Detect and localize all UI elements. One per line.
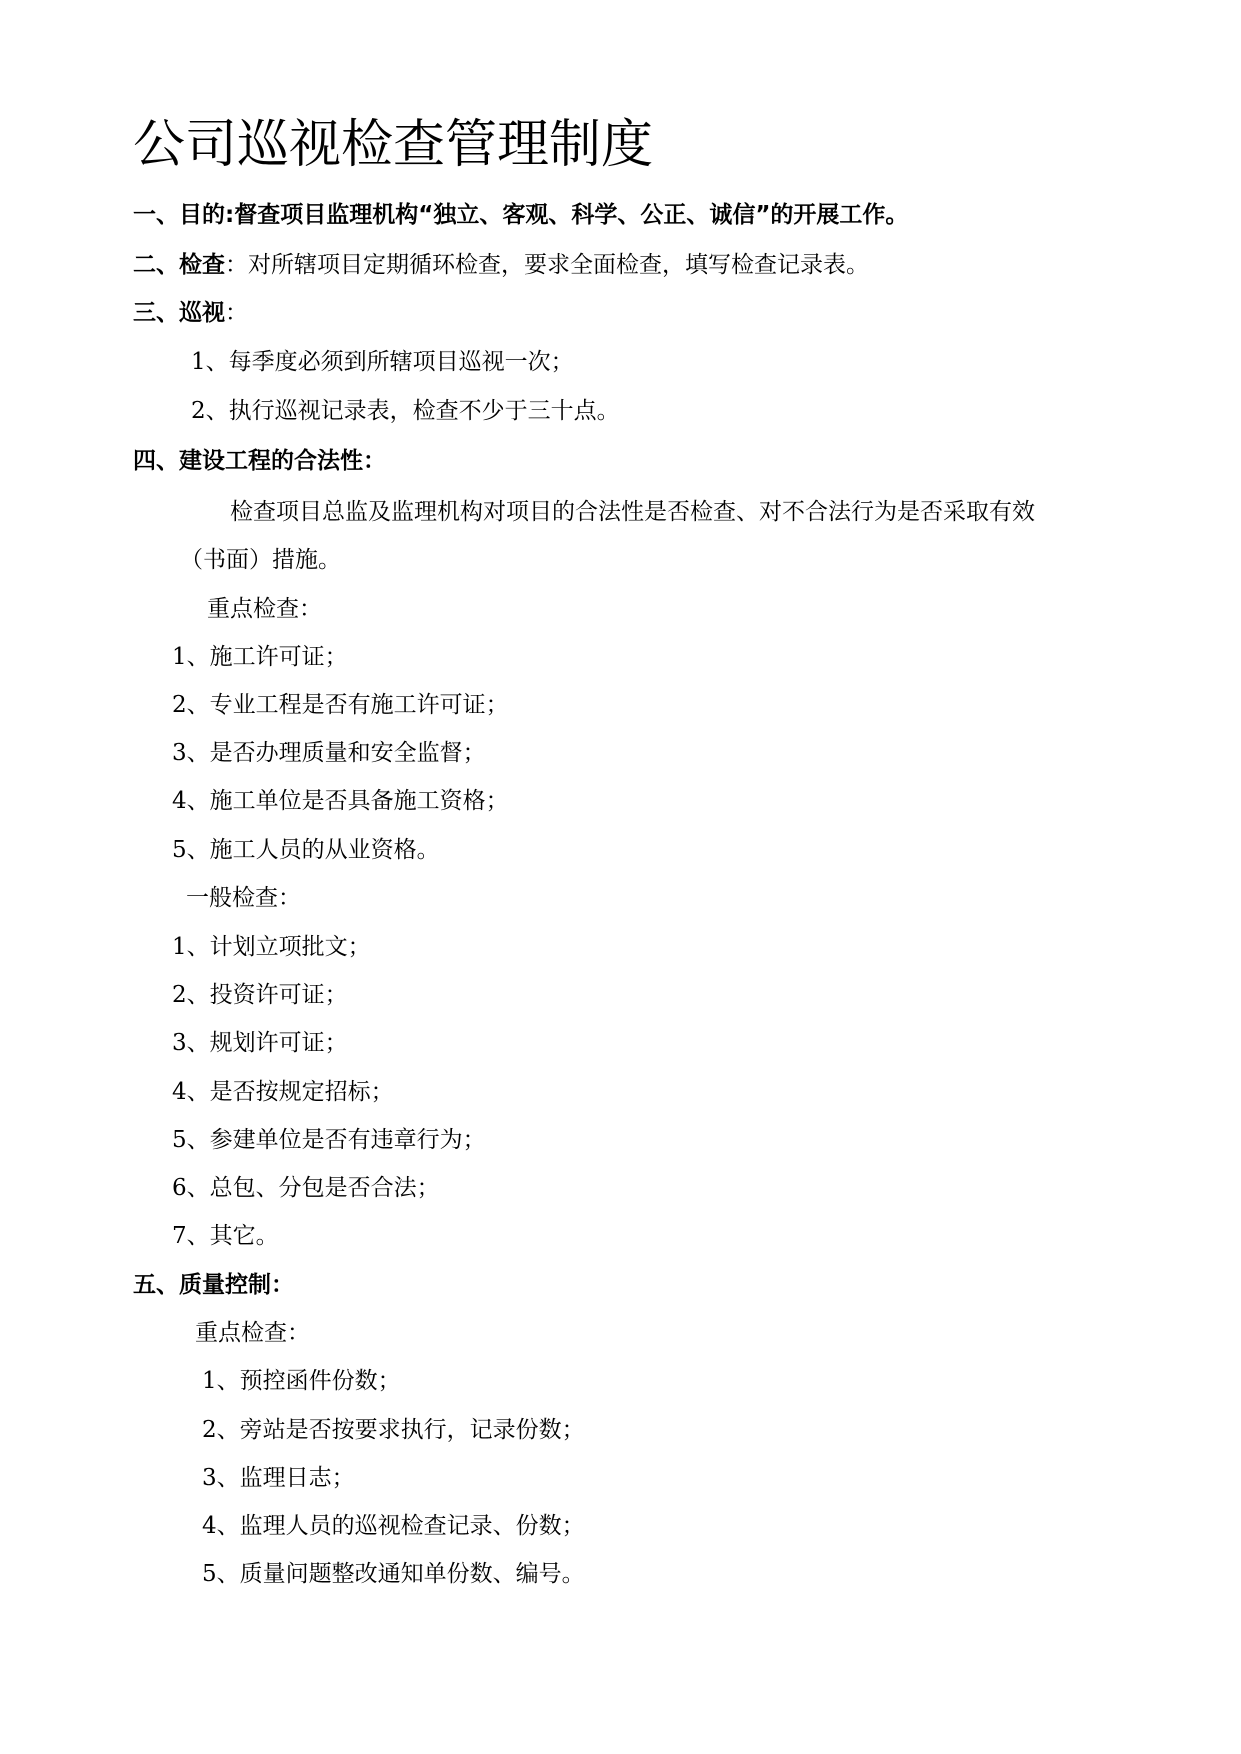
- list-item: 3、是否办理质量和安全监督；: [172, 740, 486, 766]
- list-item: 4、是否按规定招标；: [172, 1079, 394, 1105]
- paragraph-line: （书面）措施。: [180, 547, 341, 573]
- list-item: 1、每季度必须到所辖项目巡视一次；: [191, 349, 574, 375]
- subheading-key-check: 重点检查：: [207, 596, 322, 622]
- paragraph-line: 检查项目总监及监理机构对项目的合法性是否检查、对不合法行为是否采取有效: [230, 499, 1035, 525]
- section-3-heading-suffix: ：: [225, 300, 248, 326]
- section-2-text: ：对所辖项目定期循环检查，要求全面检查，填写检查记录表。: [225, 252, 869, 278]
- section-3-line: [133, 298, 248, 328]
- list-item: 2、执行巡视记录表，检查不少于三十点。: [191, 398, 620, 424]
- list-item: 7、其它。: [172, 1223, 279, 1249]
- list-item: 2、专业工程是否有施工许可证；: [172, 692, 509, 718]
- list-item: 5、质量问题整改通知单份数、编号。: [202, 1561, 585, 1587]
- page-title: 公司巡视检查管理制度: [133, 115, 654, 175]
- section-2-heading: 二、检查: [133, 252, 225, 278]
- section-4-heading: 四、建设工程的合法性：: [133, 448, 386, 474]
- subheading-key-check: 重点检查：: [195, 1320, 310, 1346]
- list-item: 5、参建单位是否有违章行为；: [172, 1127, 486, 1153]
- list-item: 5、施工人员的从业资格。: [172, 837, 440, 863]
- section-5-heading: 五、质量控制：: [133, 1272, 294, 1298]
- list-item: 4、监理人员的巡视检查记录、份数；: [202, 1513, 585, 1539]
- list-item: 2、旁站是否按要求执行，记录份数；: [202, 1417, 585, 1443]
- list-item: 3、监理日志；: [202, 1465, 355, 1491]
- section-1-heading: 一、目的:督查项目监理机构“独立、客观、科学、公正、诚信”的开展工作。: [133, 202, 909, 228]
- list-item: 1、施工许可证；: [172, 644, 348, 670]
- list-item: 4、施工单位是否具备施工资格；: [172, 788, 509, 814]
- list-item: 1、计划立项批文；: [172, 934, 371, 960]
- list-item: 6、总包、分包是否合法；: [172, 1175, 440, 1201]
- subheading-general-check: 一般检查：: [186, 885, 301, 911]
- section-3-heading: 三、巡视: [133, 300, 225, 326]
- list-item: 2、投资许可证；: [172, 982, 348, 1008]
- list-item: 3、规划许可证；: [172, 1030, 348, 1056]
- section-2-line: [133, 250, 869, 280]
- list-item: 1、预控函件份数；: [202, 1368, 401, 1394]
